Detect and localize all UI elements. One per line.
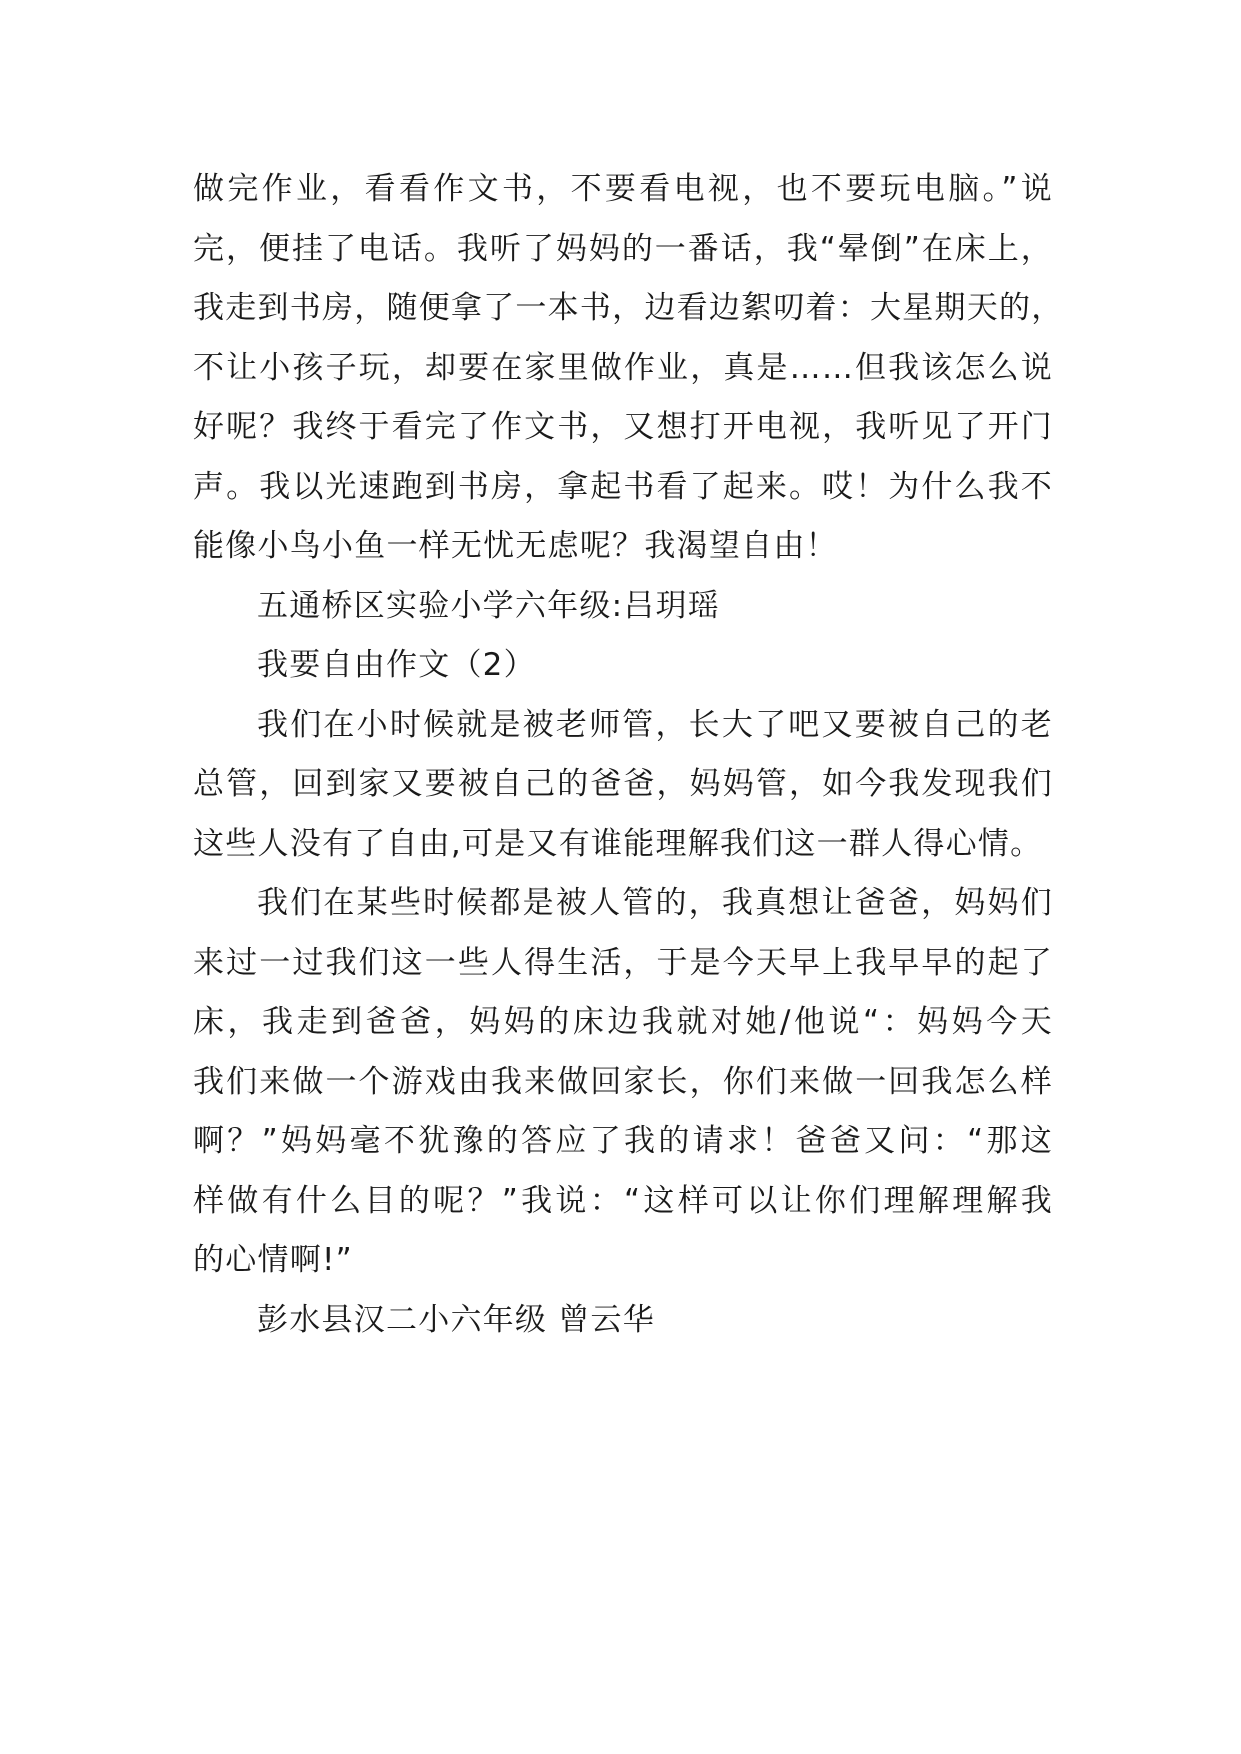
author-line-2: 彭水县汉二小六年级 曾云华 (257, 1301, 655, 1338)
paragraph-3 (193, 874, 1053, 1291)
paragraph-1 (193, 160, 1064, 577)
text-line: 样做有什么目的呢？”我说：“这样可以让你们理解理解我 (193, 1182, 1053, 1219)
text-line: 啊？”妈妈毫不犹豫的答应了我的请求！爸爸又问：“那这 (193, 1123, 1053, 1159)
text-line: 我们在某些时候都是被人管的，我真想让爸爸，妈妈们 (257, 885, 1053, 921)
text-line: 来过一过我们这一些人得生活，于是今天早上我早早的起了 (193, 944, 1053, 981)
document-text (193, 160, 1064, 1350)
essay-title-2: 我要自由作文（2） (257, 647, 536, 683)
text-line: 我们在小时候就是被老师管，长大了吧又要被自己的老 (257, 706, 1053, 743)
text-line: 的心情啊!” (193, 1242, 353, 1278)
text-line: 我走到书房，随便拿了一本书，边看边絮叨着：大星期天的， (193, 290, 1064, 326)
text-line: 床，我走到爸爸，妈妈的床边我就对她/他说“：妈妈今天 (193, 1004, 1053, 1040)
text-line: 总管，回到家又要被自己的爸爸，妈妈管，如今我发现我们 (193, 766, 1053, 802)
text-line: 声。我以光速跑到书房，拿起书看了起来。哎！为什么我不 (193, 468, 1053, 505)
paragraph-2 (193, 696, 1053, 875)
text-line: 完，便挂了电话。我听了妈妈的一番话，我“晕倒”在床上， (193, 230, 1053, 267)
text-line: 能像小鸟小鱼一样无忧无虑呢？我渴望自由！ (193, 528, 838, 564)
text-line: 不让小孩子玩，却要在家里做作业，真是……但我该怎么说 (193, 349, 1053, 386)
text-line: 做完作业，看看作文书，不要看电视，也不要玩电脑。”说 (193, 171, 1053, 207)
text-line: 这些人没有了自由,可是又有谁能理解我们这一群人得心情。 (193, 825, 1043, 862)
text-line: 好呢？我终于看完了作文书，又想打开电视，我听见了开门 (193, 409, 1053, 445)
author-line-1: 五通桥区实验小学六年级:吕玥瑶 (257, 587, 721, 624)
text-line: 我们来做一个游戏由我来做回家长，你们来做一回我怎么样 (193, 1063, 1053, 1100)
